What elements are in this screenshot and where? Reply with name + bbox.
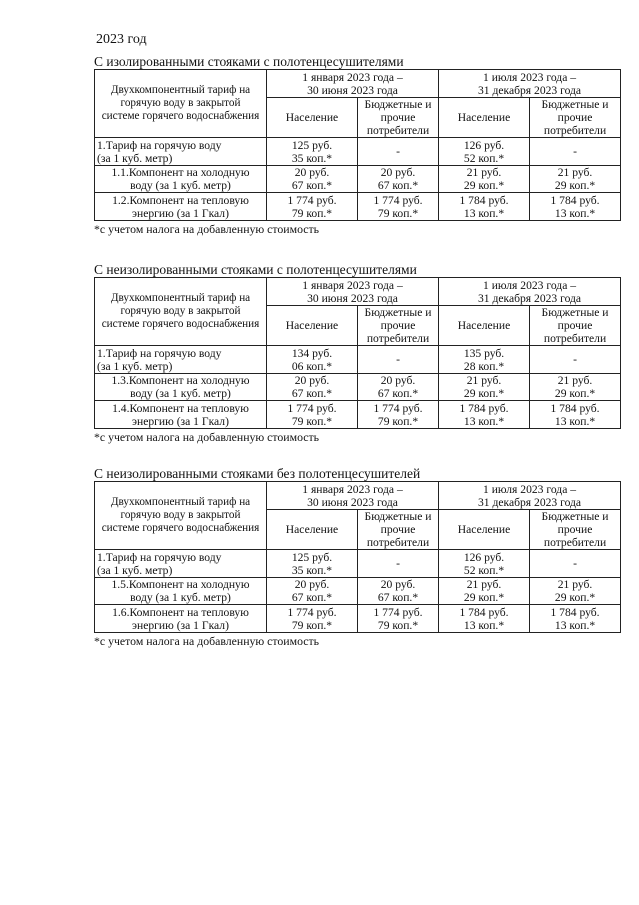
text-line: 1 января 2023 года – <box>302 278 403 292</box>
text-line: 29 коп.* <box>463 591 505 604</box>
row-label <box>95 550 267 578</box>
period-header-2 <box>439 278 621 306</box>
text-line: 21 руб. <box>466 166 502 179</box>
tariff-value-cell <box>439 193 530 221</box>
tariff-label-header <box>95 70 267 138</box>
text-line: Население <box>457 523 511 536</box>
text-line: 67 коп.* <box>377 387 419 400</box>
text-line: 20 руб. <box>380 578 416 591</box>
row-label <box>95 578 267 605</box>
vat-footnote: *с учетом налога на добавленную стоимость <box>94 430 320 444</box>
tariff-value-cell <box>358 166 439 193</box>
text-line: горячую воду в закрытой <box>120 305 241 317</box>
text-line: 13 коп.* <box>463 206 505 220</box>
tariff-value-cell <box>267 374 358 401</box>
population-header <box>439 306 530 346</box>
period-header-1 <box>267 482 439 510</box>
text-line: 1 июля 2023 года – <box>483 482 577 496</box>
text-line: 79 коп.* <box>377 206 419 220</box>
period-header-2 <box>439 70 621 98</box>
table-row <box>95 550 621 578</box>
tariff-table <box>94 277 621 429</box>
text-line: Двухкомпонентный тариф на <box>110 292 251 304</box>
text-line: 1.6.Компонент на тепловую <box>112 605 249 619</box>
text-line: прочие <box>380 111 416 124</box>
text-line: 20 руб. <box>380 166 416 179</box>
text-line: 35 коп.* <box>291 563 333 577</box>
text-line: 79 коп.* <box>377 618 419 632</box>
tariff-value-cell <box>358 193 439 221</box>
text-line: 20 руб. <box>294 374 330 387</box>
text-line: 35 коп.* <box>291 151 333 165</box>
population-header <box>439 98 530 138</box>
text-line: 1 июля 2023 года – <box>483 70 577 84</box>
tariff-value-cell <box>358 578 439 605</box>
tariff-table <box>94 481 621 633</box>
text-line: 1 774 руб. <box>373 401 423 415</box>
tariff-section <box>94 262 620 444</box>
row-label <box>95 138 267 166</box>
text-line: прочие <box>557 319 593 332</box>
table-row <box>95 401 621 429</box>
text-line: потребители <box>366 124 430 137</box>
text-line: Население <box>285 111 339 124</box>
text-line: системе горячего водоснабжения <box>101 522 260 534</box>
text-line: потребители <box>543 536 607 549</box>
text-line: потребители <box>366 332 430 345</box>
text-line: 1.Тариф на горячую воду <box>97 346 222 360</box>
text-line: 67 коп.* <box>291 387 333 400</box>
tariff-value-cell <box>439 550 530 578</box>
text-line: 79 коп.* <box>291 206 333 220</box>
tariff-table <box>94 69 621 221</box>
table-row <box>95 193 621 221</box>
section-title: С изолированными стояками с полотенцесушителями <box>94 54 404 69</box>
text-line: 30 июня 2023 года <box>307 291 398 305</box>
text-line: Население <box>457 319 511 332</box>
tariff-value-cell <box>358 374 439 401</box>
text-line: 20 руб. <box>380 374 416 387</box>
text-line: 52 коп.* <box>463 563 505 577</box>
text-line: 13 коп.* <box>463 414 505 428</box>
text-line: Бюджетные и <box>364 306 432 319</box>
budget-consumers-header <box>358 510 439 550</box>
tariff-label-header <box>95 278 267 346</box>
text-line: воду (за 1 куб. метр) <box>130 387 231 400</box>
population-header <box>439 510 530 550</box>
row-label <box>95 166 267 193</box>
tariff-value-cell <box>530 374 621 401</box>
table-row <box>95 138 621 166</box>
tariff-value-cell <box>530 401 621 429</box>
text-line: 13 коп.* <box>554 206 596 220</box>
tariff-value-cell <box>267 166 358 193</box>
tariff-value-cell <box>267 193 358 221</box>
text-line: 31 декабря 2023 года <box>477 83 582 97</box>
text-line: системе горячего водоснабжения <box>101 318 260 330</box>
text-line: 20 руб. <box>294 166 330 179</box>
tariff-section <box>94 466 620 648</box>
text-line: прочие <box>380 319 416 332</box>
text-line: 28 коп.* <box>463 359 505 373</box>
text-line: 06 коп.* <box>291 359 333 373</box>
text-line: 1 января 2023 года – <box>302 482 403 496</box>
tariff-value-cell <box>530 166 621 193</box>
text-line: 1.5.Компонент на холодную <box>111 578 250 591</box>
tariff-value-cell <box>358 346 439 374</box>
text-line: - <box>396 557 400 570</box>
text-line: (за 1 куб. метр) <box>97 151 173 165</box>
text-line: 29 коп.* <box>554 387 596 400</box>
text-line: 1 774 руб. <box>287 605 337 619</box>
tariff-label-header <box>95 482 267 550</box>
population-header <box>267 510 358 550</box>
text-line: 67 коп.* <box>291 179 333 192</box>
text-line: воду (за 1 куб. метр) <box>130 179 231 192</box>
text-line: (за 1 куб. метр) <box>97 563 173 577</box>
text-line: - <box>573 145 577 158</box>
period-header-2 <box>439 482 621 510</box>
text-line: 125 руб. <box>291 550 333 564</box>
text-line: горячую воду в закрытой <box>120 509 241 521</box>
table-row <box>95 166 621 193</box>
text-line: 1 784 руб. <box>550 401 600 415</box>
budget-consumers-header <box>530 98 621 138</box>
table-row <box>95 374 621 401</box>
table-row <box>95 346 621 374</box>
text-line: 13 коп.* <box>554 618 596 632</box>
text-line: 21 руб. <box>557 166 593 179</box>
text-line: 30 июня 2023 года <box>307 83 398 97</box>
text-line: 1.Тариф на горячую воду <box>97 550 222 564</box>
text-line: Бюджетные и <box>364 98 432 111</box>
text-line: 1 784 руб. <box>550 605 600 619</box>
text-line: 67 коп.* <box>377 179 419 192</box>
text-line: Бюджетные и <box>364 510 432 523</box>
text-line: 79 коп.* <box>377 414 419 428</box>
tariff-value-cell <box>358 138 439 166</box>
text-line: Двухкомпонентный тариф на <box>110 496 251 508</box>
text-line: 1 января 2023 года – <box>302 70 403 84</box>
tariff-value-cell <box>267 605 358 633</box>
period-header-1 <box>267 278 439 306</box>
text-line: - <box>396 145 400 158</box>
text-line: - <box>573 353 577 366</box>
row-label <box>95 401 267 429</box>
text-line: 1 774 руб. <box>287 401 337 415</box>
text-line: 79 коп.* <box>291 618 333 632</box>
period-header-1 <box>267 70 439 98</box>
text-line: 1 784 руб. <box>550 193 600 207</box>
row-label <box>95 605 267 633</box>
text-line: 29 коп.* <box>463 387 505 400</box>
text-line: 13 коп.* <box>554 414 596 428</box>
tariff-value-cell <box>358 401 439 429</box>
text-line: 67 коп.* <box>291 591 333 604</box>
budget-consumers-header <box>530 510 621 550</box>
tariff-value-cell <box>439 578 530 605</box>
tariff-value-cell <box>530 193 621 221</box>
text-line: - <box>396 353 400 366</box>
text-line: Население <box>457 111 511 124</box>
tariff-value-cell <box>439 605 530 633</box>
text-line: потребители <box>366 536 430 549</box>
text-line: Бюджетные и <box>541 510 609 523</box>
text-line: Бюджетные и <box>541 306 609 319</box>
text-line: 1 774 руб. <box>287 193 337 207</box>
tariff-value-cell <box>439 401 530 429</box>
text-line: (за 1 куб. метр) <box>97 359 173 373</box>
text-line: прочие <box>557 523 593 536</box>
text-line: прочие <box>557 111 593 124</box>
text-line: энергию (за 1 Гкал) <box>132 414 229 428</box>
text-line: Двухкомпонентный тариф на <box>110 84 251 96</box>
text-line: 79 коп.* <box>291 414 333 428</box>
section-title: С неизолированными стояками с полотенцесушителями <box>94 262 417 277</box>
tariff-value-cell <box>358 605 439 633</box>
text-line: 29 коп.* <box>554 591 596 604</box>
text-line: 13 коп.* <box>463 618 505 632</box>
tariff-value-cell <box>439 138 530 166</box>
text-line: 1.1.Компонент на холодную <box>111 166 250 179</box>
tariff-value-cell <box>530 550 621 578</box>
row-label <box>95 374 267 401</box>
text-line: горячую воду в закрытой <box>120 97 241 109</box>
text-line: 67 коп.* <box>377 591 419 604</box>
row-label <box>95 193 267 221</box>
section-title: С неизолированными стояками без полотенцесушителей <box>94 466 421 481</box>
text-line: 1 774 руб. <box>373 193 423 207</box>
text-line: 134 руб. <box>291 346 333 360</box>
text-line: 135 руб. <box>463 346 505 360</box>
text-line: 29 коп.* <box>554 179 596 192</box>
text-line: - <box>573 557 577 570</box>
population-header <box>267 306 358 346</box>
tariff-value-cell <box>267 401 358 429</box>
text-line: 21 руб. <box>466 374 502 387</box>
vat-footnote: *с учетом налога на добавленную стоимость <box>94 634 320 648</box>
budget-consumers-header <box>530 306 621 346</box>
tariff-value-cell <box>439 374 530 401</box>
text-line: Бюджетные и <box>541 98 609 111</box>
table-row <box>95 605 621 633</box>
text-line: энергию (за 1 Гкал) <box>132 206 229 220</box>
text-line: 1 784 руб. <box>459 401 509 415</box>
text-line: 30 июня 2023 года <box>307 495 398 509</box>
text-line: 1.Тариф на горячую воду <box>97 138 222 152</box>
tariff-value-cell <box>358 550 439 578</box>
text-line: потребители <box>543 124 607 137</box>
tariff-value-cell <box>439 166 530 193</box>
tariff-value-cell <box>530 605 621 633</box>
budget-consumers-header <box>358 306 439 346</box>
budget-consumers-header <box>358 98 439 138</box>
row-label <box>95 346 267 374</box>
tariff-section <box>94 54 620 236</box>
text-line: 21 руб. <box>557 578 593 591</box>
text-line: 52 коп.* <box>463 151 505 165</box>
text-line: 31 декабря 2023 года <box>477 495 582 509</box>
text-line: 21 руб. <box>466 578 502 591</box>
text-line: энергию (за 1 Гкал) <box>132 618 229 632</box>
tariff-value-cell <box>530 138 621 166</box>
text-line: 29 коп.* <box>463 179 505 192</box>
text-line: Население <box>285 523 339 536</box>
tariff-value-cell <box>267 578 358 605</box>
document-year: 2023 год <box>96 32 147 47</box>
text-line: 21 руб. <box>557 374 593 387</box>
tariff-value-cell <box>267 138 358 166</box>
text-line: потребители <box>543 332 607 345</box>
text-line: прочие <box>380 523 416 536</box>
table-row <box>95 578 621 605</box>
text-line: 1 июля 2023 года – <box>483 278 577 292</box>
text-line: 1 774 руб. <box>373 605 423 619</box>
text-line: Население <box>285 319 339 332</box>
text-line: 125 руб. <box>291 138 333 152</box>
text-line: 1 784 руб. <box>459 193 509 207</box>
text-line: воду (за 1 куб. метр) <box>130 591 231 604</box>
text-line: 1 784 руб. <box>459 605 509 619</box>
tariff-value-cell <box>530 346 621 374</box>
text-line: 1.2.Компонент на тепловую <box>112 193 249 207</box>
tariff-value-cell <box>267 346 358 374</box>
population-header <box>267 98 358 138</box>
text-line: 126 руб. <box>463 138 505 152</box>
text-line: системе горячего водоснабжения <box>101 110 260 122</box>
tariff-value-cell <box>530 578 621 605</box>
text-line: 31 декабря 2023 года <box>477 291 582 305</box>
tariff-value-cell <box>439 346 530 374</box>
text-line: 1.3.Компонент на холодную <box>111 374 250 387</box>
text-line: 1.4.Компонент на тепловую <box>112 401 249 415</box>
tariff-value-cell <box>267 550 358 578</box>
vat-footnote: *с учетом налога на добавленную стоимость <box>94 222 320 236</box>
text-line: 126 руб. <box>463 550 505 564</box>
text-line: 20 руб. <box>294 578 330 591</box>
